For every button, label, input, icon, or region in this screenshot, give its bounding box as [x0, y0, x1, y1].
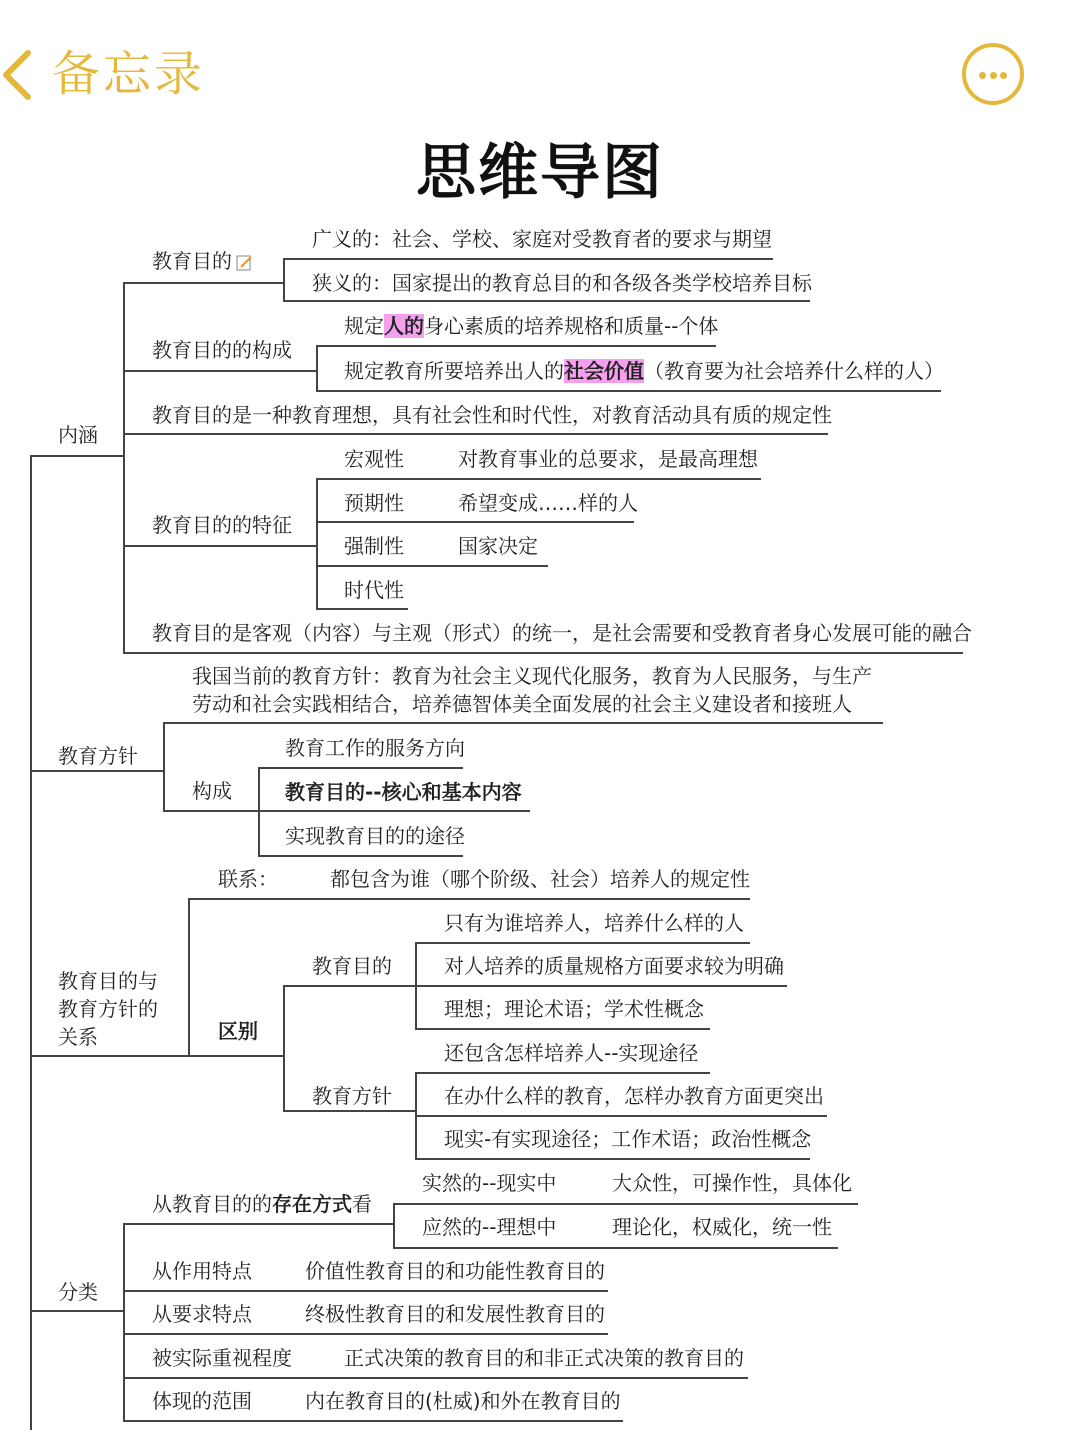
node-fenlei: 分类 — [58, 1280, 98, 1304]
node-qubie-fangzhen: 教育方针 — [312, 1084, 392, 1108]
node-lianxi: 联系： — [218, 867, 278, 891]
node-guanxi-line: 教育方针的 — [58, 997, 158, 1021]
node-qubie: 区别 — [218, 1019, 258, 1043]
node-lixiang: 教育目的是一种教育理想，具有社会性和时代性，对教育活动具有质的规定性 — [152, 403, 832, 427]
more-button[interactable] — [962, 43, 1024, 105]
fenlei-row-label: 从作用特点 — [152, 1259, 252, 1283]
qubie-fangzhen-item: 现实-有实现途径；工作术语；政治性概念 — [444, 1127, 812, 1151]
fangzhen-goucheng-item: 教育工作的服务方向 — [285, 736, 465, 760]
fangzhen-goucheng-item: 教育目的--核心和基本内容 — [285, 780, 522, 804]
tezheng-desc: 希望变成……样的人 — [458, 491, 638, 515]
tezheng-desc: 对教育事业的总要求，是最高理想 — [458, 447, 758, 471]
node-tezheng: 教育目的的特征 — [152, 513, 292, 537]
node-goucheng: 教育目的的构成 — [152, 338, 292, 362]
nav-title[interactable]: 备忘录 — [52, 46, 206, 102]
node-broad: 广义的：社会、学校、家庭对受教育者的要求与期望 — [312, 227, 772, 251]
node-policy-line2: 劳动和社会实践相结合，培养德智体美全面发展的社会主义建设者和接班人 — [192, 692, 852, 716]
node-goucheng-item2: 规定教育所要培养出人的社会价值（教育要为社会培养什么样的人） — [344, 359, 944, 383]
edit-note-icon — [236, 254, 254, 272]
node-cunzai: 从教育目的的存在方式看 — [152, 1192, 372, 1216]
node-narrow: 狭义的：国家提出的教育总目的和各级各类学校培养目标 — [312, 271, 812, 295]
fenlei-row-text: 正式决策的教育目的和非正式决策的教育目的 — [344, 1346, 744, 1370]
tezheng-name: 强制性 — [344, 534, 404, 558]
fangzhen-goucheng-item: 实现教育目的的途径 — [285, 824, 465, 848]
fenlei-row-text: 终极性教育目的和发展性教育目的 — [305, 1302, 605, 1326]
tezheng-name: 时代性 — [344, 578, 404, 602]
doc-title: 思维导图 — [416, 138, 664, 208]
tezheng-desc: 国家决定 — [458, 534, 538, 558]
node-tongyi: 教育目的是客观（内容）与主观（形式）的统一，是社会需要和受教育者身心发展可能的融合 — [152, 621, 972, 645]
node-jiaoyu-fangzhen: 教育方针 — [58, 744, 138, 768]
node-goucheng-item1: 规定人的身心素质的培养规格和质量--个体 — [344, 314, 719, 338]
qubie-mudi-item: 对人培养的质量规格方面要求较为明确 — [444, 954, 784, 978]
node-guanxi-line: 教育目的与 — [58, 969, 158, 993]
node-policy-line1: 我国当前的教育方针：教育为社会主义现代化服务，教育为人民服务，与生产 — [192, 664, 872, 688]
qubie-mudi-item: 理想；理论术语；学术性概念 — [444, 997, 704, 1021]
node-guanxi-line: 关系 — [58, 1025, 98, 1049]
fenlei-row-text: 价值性教育目的和功能性教育目的 — [305, 1259, 605, 1283]
tezheng-name: 宏观性 — [344, 447, 404, 471]
cunzai-desc: 理论化，权威化，统一性 — [612, 1215, 832, 1239]
fenlei-row-label: 体现的范围 — [152, 1389, 252, 1413]
node-fangzhen-goucheng: 构成 — [192, 779, 232, 803]
qubie-mudi-item: 只有为谁培养人，培养什么样的人 — [444, 911, 744, 935]
more-horizontal-icon — [979, 72, 986, 79]
fenlei-row-text: 内在教育目的(杜威)和外在教育目的 — [305, 1389, 621, 1413]
cunzai-name: 应然的--理想中 — [422, 1215, 557, 1239]
fenlei-row-label: 被实际重视程度 — [152, 1346, 292, 1370]
node-jiaoyu-mudi: 教育目的 — [152, 249, 232, 273]
chevron-left-icon[interactable] — [0, 45, 40, 105]
tezheng-name: 预期性 — [344, 491, 404, 515]
nav-bar — [0, 0, 1080, 130]
qubie-fangzhen-item: 还包含怎样培养人--实现途径 — [444, 1041, 699, 1065]
qubie-fangzhen-item: 在办什么样的教育，怎样办教育方面更突出 — [444, 1084, 824, 1108]
node-lianxi-text: 都包含为谁（哪个阶级、社会）培养人的规定性 — [330, 867, 750, 891]
node-qubie-mudi: 教育目的 — [312, 954, 392, 978]
node-neihan: 内涵 — [58, 423, 98, 447]
cunzai-name: 实然的--现实中 — [422, 1171, 557, 1195]
fenlei-row-label: 从要求特点 — [152, 1302, 252, 1326]
cunzai-desc: 大众性，可操作性，具体化 — [612, 1171, 852, 1195]
